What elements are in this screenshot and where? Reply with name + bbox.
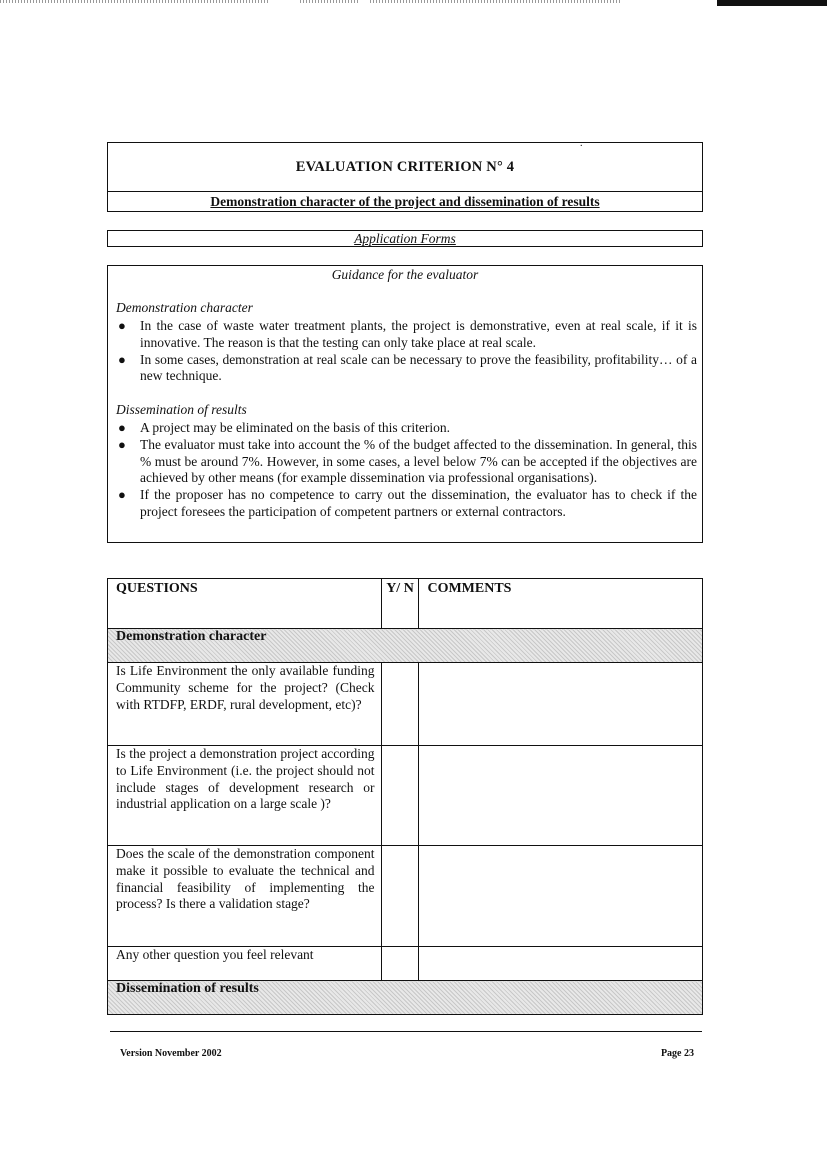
comment-cell[interactable] <box>419 846 703 947</box>
yn-cell[interactable] <box>381 846 419 947</box>
header-comments: COMMENTS <box>419 579 703 629</box>
yn-cell[interactable] <box>381 663 419 746</box>
bullet-text: The evaluator must take into account the % of the budget affected to the dissemination. In general, this % must be around 7%. However, in some cases, a level below 7% can be accepted if the objectives are achieved by other means (for example dissemination via professional organisations). <box>140 436 697 486</box>
bullet-text: In the case of waste water treatment plants, the project is demonstrative, even at real scale, if it is innovative. The reason is that the testing can only take place at real scale. <box>140 318 697 350</box>
question-cell: Is Life Environment the only available funding Community scheme for the project? (Check with RTDFP, ERDF, rural development, etc)? <box>108 663 382 746</box>
guidance-box <box>107 265 703 543</box>
guidance-title: Guidance for the evaluator <box>331 267 479 282</box>
section-heading-demonstration: Demonstration character <box>116 300 253 315</box>
bullet-icon: ● <box>118 436 126 452</box>
criterion-title: EVALUATION CRITERION N° 4 <box>295 159 515 175</box>
divider <box>108 191 702 192</box>
table-row <box>108 746 703 846</box>
list-item <box>114 487 697 521</box>
section-heading-dissemination: Dissemination of results <box>116 402 247 417</box>
scan-mark: . <box>580 138 583 149</box>
section-label: Demonstration character <box>108 629 703 663</box>
footer-version: Version November 2002 <box>120 1048 222 1059</box>
list-item <box>114 420 697 437</box>
bullet-text: If the proposer has no competence to carry out the dissemination, the evaluator has to check if the project foresees the participation of competent partners or external contractors. <box>140 487 697 519</box>
question-cell: Any other question you feel relevant <box>108 947 382 981</box>
bullet-text: In some cases, demonstration at real scale can be necessary to prove the feasibility, profitability… of a new technique. <box>140 351 697 384</box>
comment-cell[interactable] <box>419 947 703 981</box>
question-cell: Does the scale of the demonstration component make it possible to evaluate the technical and financial feasibility of implementing the process? Is there a validation stage? <box>108 846 382 947</box>
table-row <box>108 663 703 746</box>
questions-table <box>107 578 703 1015</box>
list-item <box>114 352 697 386</box>
application-forms-box <box>107 230 703 247</box>
bullet-icon: ● <box>118 487 126 503</box>
scan-artifact-top <box>0 0 827 8</box>
list-item <box>114 318 697 352</box>
comment-cell[interactable] <box>419 663 703 746</box>
question-cell: Is the project a demonstration project according to Life Environment (i.e. the project should not include stages of development research or industrial application on a large scale )? <box>108 746 382 846</box>
bullet-text: A project may be eliminated on the basis of this criterion. <box>140 420 451 435</box>
section-label: Dissemination of results <box>108 981 703 1015</box>
list-item <box>114 437 697 487</box>
section-row-demonstration <box>108 629 703 663</box>
section-row-dissemination <box>108 981 703 1015</box>
bullet-icon: ● <box>118 318 126 333</box>
bullet-list-demonstration <box>114 318 697 385</box>
bullet-icon: ● <box>118 420 126 435</box>
table-header-row <box>108 579 703 629</box>
comment-cell[interactable] <box>419 746 703 846</box>
yn-cell[interactable] <box>381 947 419 981</box>
bullet-icon: ● <box>118 351 126 367</box>
footer-rule <box>110 1031 702 1032</box>
yn-cell[interactable] <box>381 746 419 846</box>
header-questions: QUESTIONS <box>108 579 382 629</box>
table-row <box>108 947 703 981</box>
criterion-box <box>107 142 703 212</box>
criterion-subtitle: Demonstration character of the project and dissemination of results <box>210 194 600 209</box>
bullet-list-dissemination <box>114 420 697 521</box>
table-row <box>108 846 703 947</box>
footer-page-number: Page 23 <box>660 1048 694 1059</box>
header-yn: Y/ N <box>381 579 419 629</box>
application-forms-label: Application Forms <box>354 231 456 246</box>
